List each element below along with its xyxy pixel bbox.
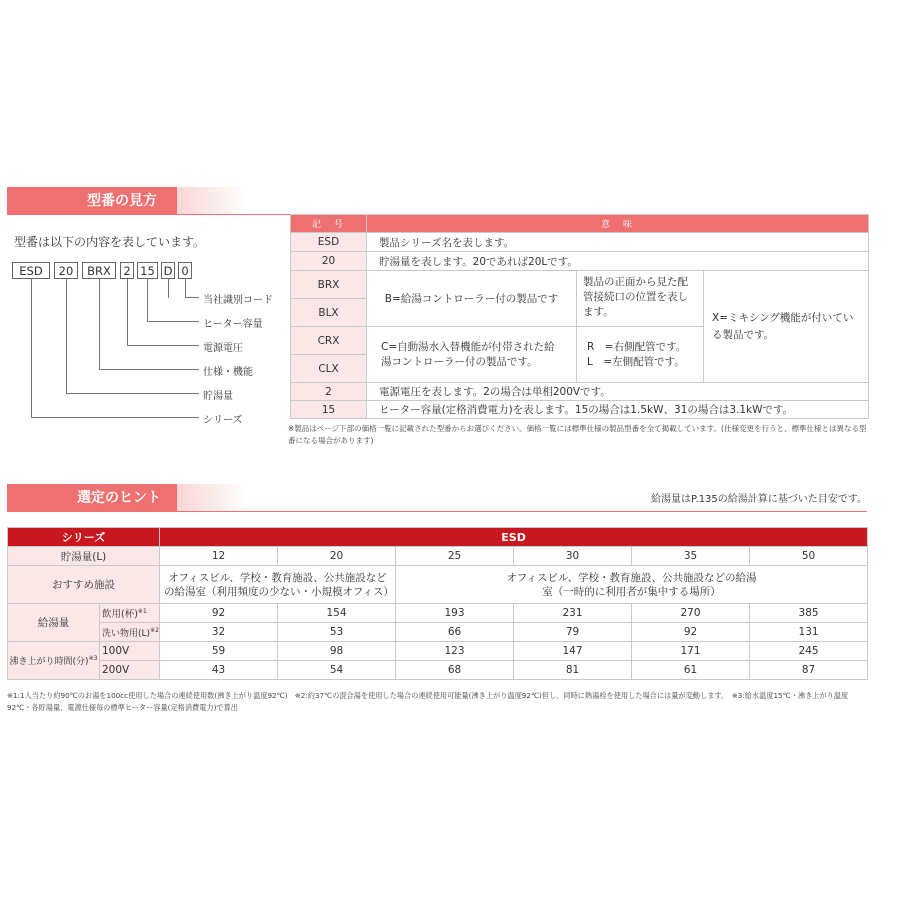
label-voltage: 電源電圧: [203, 343, 243, 354]
v200-value: 61: [632, 661, 750, 680]
capacity-cell: 25: [396, 547, 514, 566]
wash-value: 32: [160, 623, 278, 642]
meaning-position: 製品の正面から見た配管接続口の位置を表します。: [577, 271, 704, 327]
capacity-cell: 35: [632, 547, 750, 566]
connector-line: [147, 321, 199, 322]
boil-label: 沸き上がり時間(分): [9, 657, 89, 667]
drink-value: 385: [750, 604, 868, 623]
wash-label-cell: [100, 623, 160, 642]
note-model-selection: ※製品はページ下部の価格一覧に記載された型番からお選びください。価格一覧には標準仕様の製品型番を全て掲載しています。(仕様変更を行うと、標準仕様とは異なる型番になる場合があります): [288, 424, 867, 445]
connector-line: [168, 279, 169, 298]
code-part-brx: BRX: [82, 262, 116, 279]
code-part-0: 0: [178, 262, 192, 279]
v200-value: 68: [396, 661, 514, 680]
meaning-rl: [577, 327, 704, 383]
label-company-code: 当社識別コード: [203, 295, 273, 306]
v100-value: 59: [160, 642, 278, 661]
drink-label: 飲用(杯): [102, 609, 138, 620]
symbol-crx: CRX: [291, 327, 367, 355]
series-label: シリーズ: [8, 528, 160, 547]
model-code-intro: 型番は以下の内容を表しています。: [14, 235, 206, 249]
meaning-20: 貯湯量を表します。20であれば20Lです。: [367, 252, 869, 271]
connector-line: [185, 279, 186, 298]
meaning-table: [290, 214, 869, 419]
symbol-20: 20: [291, 252, 367, 271]
v100-value: 171: [632, 642, 750, 661]
boil-label-cell: [8, 642, 100, 680]
code-part-15: 15: [137, 262, 158, 279]
wash-value: 131: [750, 623, 868, 642]
wash-value: 79: [514, 623, 632, 642]
connector-line: [99, 369, 199, 370]
v200-value: 87: [750, 661, 868, 680]
v100-value: 98: [278, 642, 396, 661]
storage-label: 貯湯量(L): [8, 547, 160, 566]
connector-line: [31, 417, 199, 418]
capacity-cell: 12: [160, 547, 278, 566]
meaning-r: R =右側配管です。: [587, 340, 687, 353]
v200-value: 54: [278, 661, 396, 680]
symbol-blx: BLX: [291, 299, 367, 327]
connector-line: [66, 393, 199, 394]
symbol-15: 15: [291, 401, 367, 419]
meaning-c: C=自動湯水入替機能が付帯された給湯コントローラー付の製品です。: [367, 327, 577, 383]
connector-line: [127, 279, 128, 346]
series-value: ESD: [160, 528, 868, 547]
meaning-2: 電源電圧を表します。2の場合は単相200Vです。: [367, 383, 869, 401]
connector-line: [185, 297, 199, 298]
capacity-cell: 50: [750, 547, 868, 566]
wash-mark: ※2: [150, 626, 159, 634]
v200-value: 43: [160, 661, 278, 680]
code-part-2: 2: [120, 262, 134, 279]
wash-value: 53: [278, 623, 396, 642]
label-spec: 仕様・機能: [203, 367, 253, 378]
section1-header: [7, 187, 177, 215]
header-symbol: 記 号: [291, 215, 367, 233]
section2-header: [7, 484, 177, 512]
section2-title: 選定のヒント: [77, 490, 161, 506]
header-meaning: 意 味: [367, 215, 869, 233]
drink-value: 92: [160, 604, 278, 623]
meaning-b: B=給湯コントローラー付の製品です: [367, 271, 577, 327]
code-part-d: D: [161, 262, 175, 279]
connector-line: [147, 279, 148, 322]
label-series: シリーズ: [203, 415, 243, 426]
drink-value: 193: [396, 604, 514, 623]
meaning-l: L =左側配管です。: [587, 355, 685, 368]
meaning-esd: 製品シリーズ名を表します。: [367, 233, 869, 252]
v200-label: 200V: [100, 661, 160, 680]
symbol-esd: ESD: [291, 233, 367, 252]
symbol-2: 2: [291, 383, 367, 401]
symbol-clx: CLX: [291, 355, 367, 383]
v200-value: 81: [514, 661, 632, 680]
note-footnotes: ※1:1人当たり約90℃のお湯を100cc使用した場合の連続使用数(沸き上がり温度92℃) ※2:約37℃の混合湯を使用した場合の連続使用可能量(沸き上がり温度92℃)但し、同時に熱湯栓を使用した場合には量が変動します。 ※3:給水温度15℃・沸き上がり温度92℃・各貯湯量、電源仕様毎の標準ヒーター容量(定格消費電力)で算出: [7, 691, 849, 712]
boil-mark: ※3: [88, 655, 98, 662]
wash-value: 66: [396, 623, 514, 642]
drink-value: 154: [278, 604, 396, 623]
drink-value: 270: [632, 604, 750, 623]
facility-small: オフィスビル、学校・教育施設、公共施設などの給湯室（利用頻度の少ない・小規模オフィス）: [160, 566, 396, 604]
drink-mark: ※1: [137, 607, 147, 615]
label-heater: ヒーター容量: [203, 319, 263, 330]
section1-title: 型番の見方: [87, 193, 157, 209]
v100-label: 100V: [100, 642, 160, 661]
facility-label: おすすめ施設: [8, 566, 160, 604]
connector-line: [127, 345, 199, 346]
connector-line: [66, 279, 67, 394]
section2-rule: [7, 511, 867, 512]
meaning-x: X=ミキシング機能が付いている製品です。: [704, 271, 869, 383]
meaning-15: ヒーター容量(定格消費電力)を表します。15の場合は1.5kW、31の場合は3.1kWです。: [367, 401, 869, 419]
code-part-esd: ESD: [12, 262, 50, 279]
drink-label-cell: [100, 604, 160, 623]
section2-right-note: 給湯量はP.135の給湯計算に基づいた目安です。: [651, 494, 867, 505]
connector-line: [99, 279, 100, 370]
v100-value: 245: [750, 642, 868, 661]
drink-value: 231: [514, 604, 632, 623]
symbol-brx: BRX: [291, 271, 367, 299]
capacity-cell: 20: [278, 547, 396, 566]
wash-value: 92: [632, 623, 750, 642]
capacity-cell: 30: [514, 547, 632, 566]
supply-label: 給湯量: [8, 604, 100, 642]
code-part-20: 20: [54, 262, 78, 279]
wash-label: 洗い物用(L): [102, 628, 151, 639]
v100-value: 123: [396, 642, 514, 661]
facility-large: オフィスビル、学校・教育施設、公共施設などの給湯室（一時的に利用者が集中する場所）: [396, 566, 868, 604]
label-storage: 貯湯量: [203, 391, 233, 402]
connector-line: [31, 279, 32, 418]
v100-value: 147: [514, 642, 632, 661]
spec-table: [7, 527, 868, 680]
